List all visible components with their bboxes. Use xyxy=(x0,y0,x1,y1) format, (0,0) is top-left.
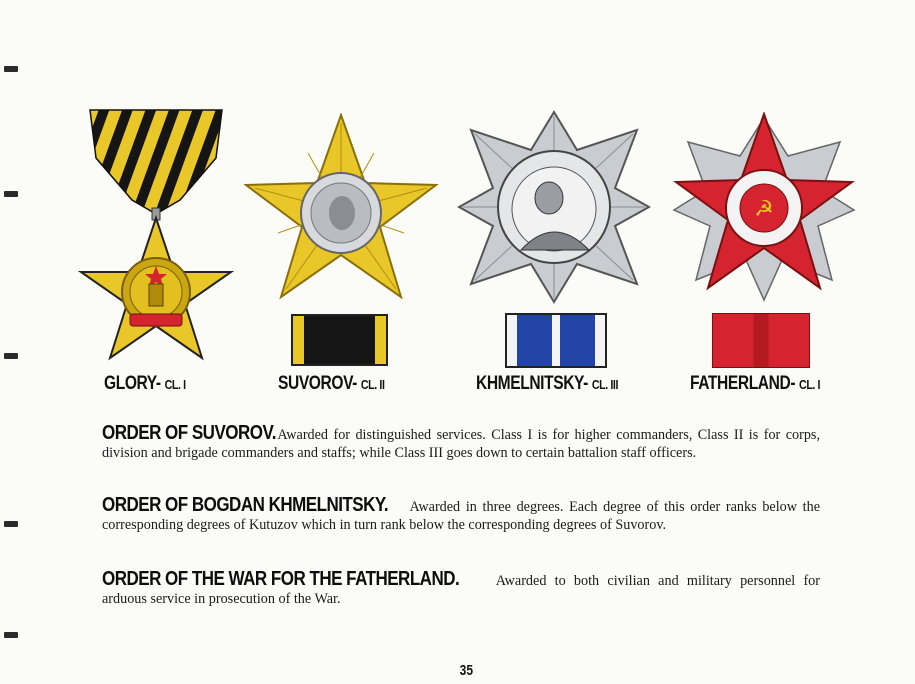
paragraph-heading: ORDER OF SUVOROV. xyxy=(102,422,276,444)
paragraph-heading: ORDER OF BOGDAN KHMELNITSKY. xyxy=(102,494,389,516)
khmelnitsky-caption-name: KHMELNITSKY- xyxy=(476,373,588,394)
binding-mark xyxy=(4,521,18,527)
paragraph-body: Awarded to both civilian and military personnel for arduous service in prosecution of the War. xyxy=(102,573,821,607)
binding-mark xyxy=(4,632,18,638)
suvorov-caption xyxy=(278,373,384,395)
fatherland-caption xyxy=(690,373,820,395)
suvorov-caption-class: CL. II xyxy=(360,377,385,392)
glory-caption xyxy=(104,373,186,395)
page-number: 35 xyxy=(459,662,474,679)
khmelnitsky-caption xyxy=(476,373,618,395)
binding-mark xyxy=(4,66,18,72)
glory-caption-class: CL. I xyxy=(164,377,186,392)
fatherland-caption-name: FATHERLAND- xyxy=(690,373,796,394)
khmelnitsky-ribbon-bar xyxy=(505,313,607,368)
glory-caption-name: GLORY- xyxy=(104,373,161,394)
glory-medal-image xyxy=(76,108,236,366)
suvorov-ribbon-bar xyxy=(291,314,388,366)
paragraph-order-of-the-war-for-the-fatherland xyxy=(102,570,820,608)
paragraph-order-of-suvorov xyxy=(102,424,820,462)
suvorov-medal-image xyxy=(244,113,438,303)
binding-mark xyxy=(4,353,18,359)
khmelnitsky-medal-image xyxy=(457,110,651,304)
binding-mark xyxy=(4,191,18,197)
paragraph-heading: ORDER OF THE WAR FOR THE FATHERLAND. xyxy=(102,568,460,590)
paragraph-body: Awarded for distinguished services. Class I is for higher commanders, Class II is for corps, division and brigade commanders and staffs; while Class III goes down to certain battalion staff officers. xyxy=(102,427,820,461)
suvorov-caption-name: SUVOROV- xyxy=(278,373,357,394)
fatherland-ribbon-bar xyxy=(712,313,810,368)
paragraph-order-of-bogdan-khmelnitsky xyxy=(102,496,820,534)
fatherland-medal-image xyxy=(672,112,856,302)
paragraph-body: Awarded in three degrees. Each degree of this order ranks below the corresponding degrees of Kutuzov which in turn rank below the corresponding degrees of Suvorov. xyxy=(102,499,820,533)
svg-text:☭: ☭ xyxy=(754,197,774,222)
khmelnitsky-caption-class: CL. III xyxy=(591,377,619,392)
fatherland-caption-class: CL. I xyxy=(799,377,821,392)
